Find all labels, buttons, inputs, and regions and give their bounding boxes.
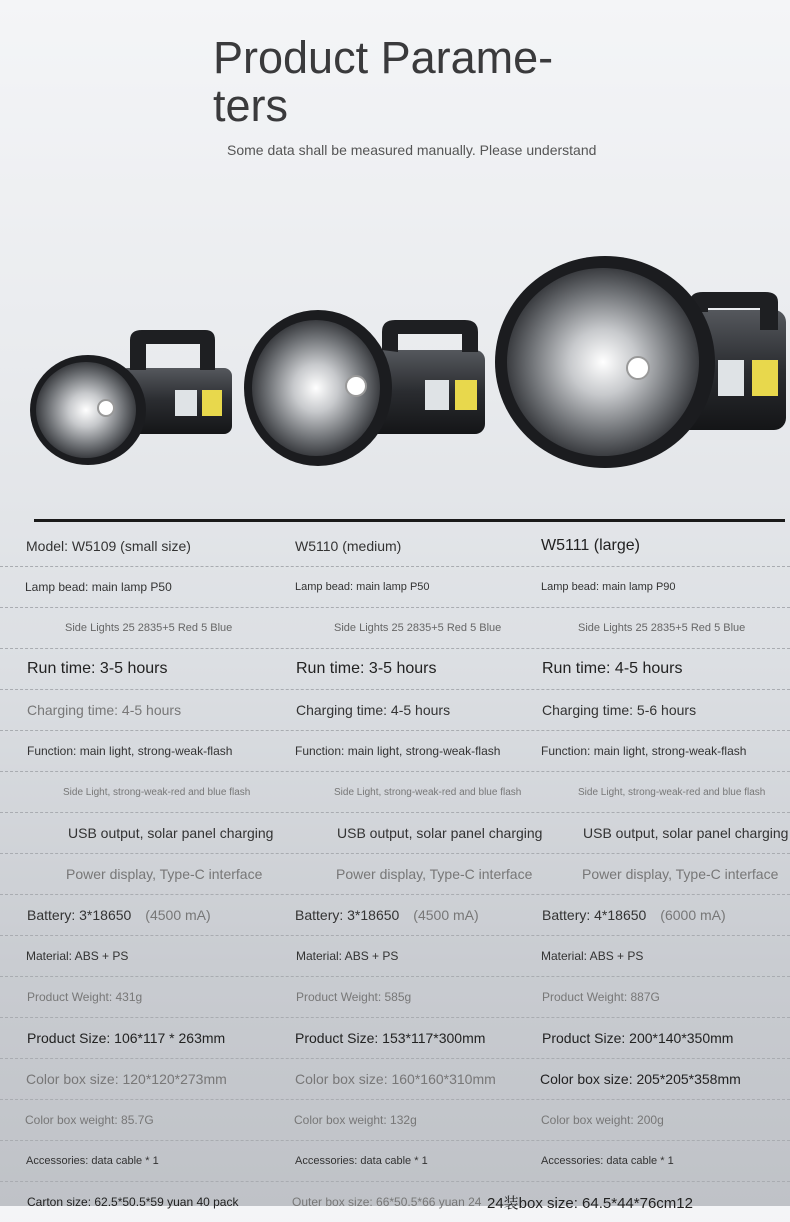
table-cell: Color box weight: 132g [294, 1113, 417, 1127]
table-cell: Function: main light, strong-weak-flash [295, 744, 501, 758]
table-cell: USB output, solar panel charging [583, 825, 789, 841]
table-cell: Lamp bead: main lamp P50 [25, 580, 172, 594]
table-cell: Function: main light, strong-weak-flash [27, 744, 233, 758]
table-cell: Color box weight: 85.7G [25, 1113, 154, 1127]
table-cell: USB output, solar panel charging [337, 825, 543, 841]
page-subtitle: Some data shall be measured manually. Please understand [227, 142, 597, 158]
table-row-side-light [0, 772, 790, 813]
table-row-lamp-bead [0, 567, 790, 608]
table-cell: Side Light, strong-weak-red and blue flash [578, 786, 766, 798]
table-cell: Side Lights 25 2835+5 Red 5 Blue [578, 622, 746, 634]
table-row-material [0, 936, 790, 977]
table-cell: Product Weight: 431g [27, 990, 143, 1004]
table-cell: Product Size: 106*117 * 263mm [27, 1030, 226, 1046]
table-cell: Product Size: 153*117*300mm [295, 1030, 486, 1046]
table-cell: Material: ABS + PS [541, 949, 644, 963]
table-cell [542, 895, 788, 935]
table-cell: Material: ABS + PS [26, 949, 129, 963]
table-cell: Charging time: 4-5 hours [296, 702, 451, 718]
battery-label: Battery: 3*18650 [295, 907, 400, 923]
table-row-charging-time [0, 690, 790, 731]
battery-capacity: (6000 mA) [660, 907, 726, 923]
table-cell: W5111 (large) [541, 537, 640, 554]
header-divider [34, 519, 785, 522]
table-row-side-lights [0, 608, 790, 649]
table-cell: Power display, Type-C interface [336, 866, 533, 882]
table-cell [27, 895, 289, 935]
table-cell: Color box weight: 200g [541, 1113, 664, 1127]
table-cell: Charging time: 5-6 hours [542, 702, 697, 718]
table-cell: Run time: 3-5 hours [296, 660, 437, 677]
table-cell: Accessories: data cable * 1 [541, 1155, 674, 1167]
table-row-model [0, 526, 790, 567]
table-cell: Carton size: 62.5*50.5*59 yuan 40 pack [27, 1195, 239, 1209]
battery-capacity: (4500 mA) [413, 907, 479, 923]
table-cell [295, 895, 535, 935]
table-row-size [0, 1018, 790, 1059]
table-cell: Lamp bead: main lamp P50 [295, 581, 430, 593]
table-cell: Run time: 4-5 hours [542, 660, 683, 677]
table-row-power [0, 854, 790, 895]
table-cell: Outer box size: 66*50.5*66 yuan 24 [292, 1195, 482, 1209]
parameters-table [0, 526, 790, 1222]
table-cell: Material: ABS + PS [296, 949, 399, 963]
table-row-usb [0, 813, 790, 854]
table-cell: Product Size: 200*140*350mm [542, 1030, 734, 1046]
table-cell: Run time: 3-5 hours [27, 660, 168, 677]
table-cell: Accessories: data cable * 1 [295, 1155, 428, 1167]
table-cell: Color box size: 205*205*358mm [540, 1071, 741, 1087]
flashlight-small-icon [30, 330, 232, 465]
table-cell: Side Lights 25 2835+5 Red 5 Blue [334, 622, 502, 634]
table-cell: 24装box size: 64.5*44*76cm12 [487, 1194, 693, 1212]
table-row-carton [0, 1182, 790, 1222]
table-cell: Side Lights 25 2835+5 Red 5 Blue [65, 622, 233, 634]
table-cell [63, 772, 263, 812]
table-row-accessories [0, 1141, 790, 1182]
table-row-weight [0, 977, 790, 1018]
table-cell: Product Weight: 585g [296, 990, 412, 1004]
table-cell: Function: main light, strong-weak-flash [541, 744, 747, 758]
table-cell: Side Light, strong-weak-red and blue flash [334, 786, 522, 798]
page-title: Product Parame- ters [213, 32, 554, 131]
table-cell: Lamp bead: main lamp P90 [541, 581, 676, 593]
table-row-color-box-size [0, 1059, 790, 1100]
table-cell: Accessories: data cable * 1 [26, 1155, 159, 1167]
table-cell: Product Weight: 887G [542, 990, 660, 1004]
table-cell: W5110 (medium) [295, 538, 402, 554]
table-cell: Power display, Type-C interface [582, 866, 779, 882]
table-cell: Charging time: 4-5 hours [27, 702, 182, 718]
table-cell: Model: W5109 (small size) [26, 538, 191, 554]
table-cell-text: Side Light, strong-weak-red and blue flash [63, 786, 251, 798]
table-cell: Color box size: 120*120*273mm [26, 1071, 227, 1087]
table-row-battery [0, 895, 790, 936]
table-row-function [0, 731, 790, 772]
battery-label: Battery: 4*18650 [542, 907, 647, 923]
battery-capacity: (4500 mA) [145, 907, 211, 923]
battery-label: Battery: 3*18650 [27, 907, 132, 923]
product-image-row [0, 240, 790, 480]
table-row-run-time [0, 649, 790, 690]
table-cell: Color box size: 160*160*310mm [295, 1071, 496, 1087]
table-row-color-box-weight [0, 1100, 790, 1141]
flashlight-medium-icon [244, 310, 485, 466]
flashlight-large-icon [495, 256, 786, 468]
table-cell: USB output, solar panel charging [68, 825, 274, 841]
table-cell: Power display, Type-C interface [66, 866, 263, 882]
